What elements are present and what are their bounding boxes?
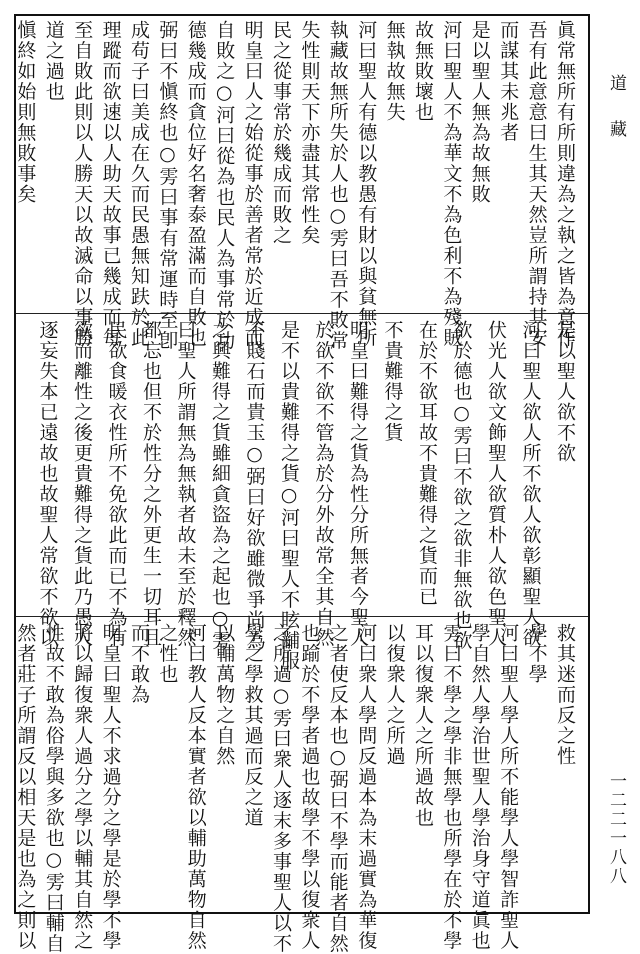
- text-column: 河曰聖人有德以教愚有財以與貧無所: [355, 20, 378, 348]
- text-column: 將以歸復衆人過分之學以輔其自然之: [71, 623, 94, 951]
- text-column: 民之從事常於幾成而敗之: [270, 20, 292, 246]
- text-column: 德幾成而貪位好名奢泰盈滿而自敗也: [184, 20, 207, 348]
- text-column: 也踰於不學者過也故學不學以復衆人: [298, 623, 321, 951]
- text-column: 愼終如始則無敗事矣: [14, 20, 37, 205]
- text-column: 而謀其未兆者: [497, 20, 520, 143]
- text-column: 明皇曰難得之貨為性分所無者今聖人: [347, 320, 369, 648]
- text-column: 雱曰不學之學非無學也所學在於不學: [440, 623, 463, 951]
- text-column: 曰聖人所謂無為無執者故未至於釋然: [174, 320, 197, 648]
- text-column: 伏光人欲文飾聖人欲質朴人欲色聖人: [485, 320, 507, 648]
- text-column: 明皇曰聖人不求過分之學是於學不學: [99, 623, 122, 951]
- text-panel-bottom: [14, 619, 588, 954]
- text-column: 救其迷而反之性: [554, 623, 576, 767]
- text-column: 是以聖人欲不欲: [554, 320, 576, 464]
- text-column: 之性也: [156, 623, 179, 685]
- text-column: 而不敢為: [128, 623, 150, 705]
- text-column: 故無敗壞也: [412, 20, 434, 123]
- text-column: 河曰聖人不為華文不為色利不為殘賊: [440, 20, 463, 348]
- page-number: 一二二一八八: [606, 772, 626, 886]
- text-column: 以復衆人之所過: [383, 623, 406, 767]
- text-column: 民欲食暖衣性所不免欲此而已不為有: [105, 320, 128, 648]
- text-column: 理蹤而欲速以人助天故事已幾成而每: [99, 20, 122, 348]
- text-column: 在於不欲耳故不貴難得之貨而已: [416, 320, 438, 607]
- text-column: 執藏故無所失於人也○雱曰吾不敗常: [326, 20, 349, 351]
- text-column: 成苟子曰美成在久而民愚無知趺於此: [128, 20, 150, 348]
- text-column: 學不學: [525, 623, 548, 685]
- side-title: 道 藏: [606, 74, 626, 143]
- text-column: 不賤石而貴玉○弼曰好欲雖微爭尚為: [243, 320, 266, 651]
- text-column: 耳以復衆人之所過故也: [412, 623, 434, 828]
- text-column: 河曰聖人欲人所不欲人欲彰顯聖人欲: [519, 320, 542, 648]
- text-column: 明皇曰人之始從事於善者常於近成而: [241, 20, 264, 348]
- text-column: 欲而離性之後更貴難得之貨此乃愚人: [71, 320, 93, 648]
- text-column: 之者使反本也○弼曰不學而能者自然: [326, 623, 349, 954]
- text-column: 之興難得之貨雖細貪盜為之起也○雱: [209, 320, 231, 651]
- text-column: 於欲不欲不管為於分外故常全其自然: [312, 320, 335, 648]
- text-column: 河曰衆人學問反過本為末過實為華復: [355, 623, 378, 951]
- text-column: 然者莊子所謂反以相天是也為之則以: [14, 623, 37, 951]
- text-column: 失性則天下亦盡其常性矣: [298, 20, 321, 246]
- text-column: 自敗之○河曰從為也民人為事常於功: [213, 20, 236, 351]
- text-column: 學自然人學治世聖人學治身守道眞也: [468, 623, 491, 951]
- text-column: 不貴難得之貨: [381, 320, 404, 443]
- text-column: 至自敗此則以人勝天以故滅命以事勝: [71, 20, 94, 348]
- text-panel-top: [14, 16, 588, 351]
- text-column: 都忘也但不於性分之外更生一切耳且: [140, 320, 162, 648]
- text-column: 欲於德也○雱曰不欲之欲非無欲也欲: [450, 320, 473, 651]
- text-column: 是不以貴難得之貨○河曰聖人不眩黼服: [278, 320, 300, 672]
- text-column: 河曰聖人學人所不能學人學智詐聖人: [497, 623, 520, 951]
- text-column: 以輔萬物之自然: [213, 623, 236, 767]
- text-column: 逐妄失本已遠故也故聖人常欲不欲以: [36, 320, 59, 648]
- text-column: 吾有此意意曰生其天然豈所謂持其安: [525, 20, 548, 348]
- text-column: 學之學救其過而反之道: [241, 623, 264, 828]
- text-column: 之所過○雱曰衆人逐末多事聖人以不: [270, 623, 292, 954]
- text-column: 眞常無所有所則違為之執之皆為意作: [554, 20, 576, 348]
- text-column: 河曰教人反本實者欲以輔助萬物自然: [184, 623, 207, 951]
- text-column: 性故不敢為俗學與多欲也○雱曰輔自: [42, 623, 65, 954]
- text-column: 道之過也: [42, 20, 65, 102]
- text-column: 是以聖人無為故無敗: [468, 20, 491, 205]
- text-column: 弼曰不愼終也○雱曰事有常運時至卽: [156, 20, 179, 351]
- text-column: 無執故無失: [383, 20, 406, 123]
